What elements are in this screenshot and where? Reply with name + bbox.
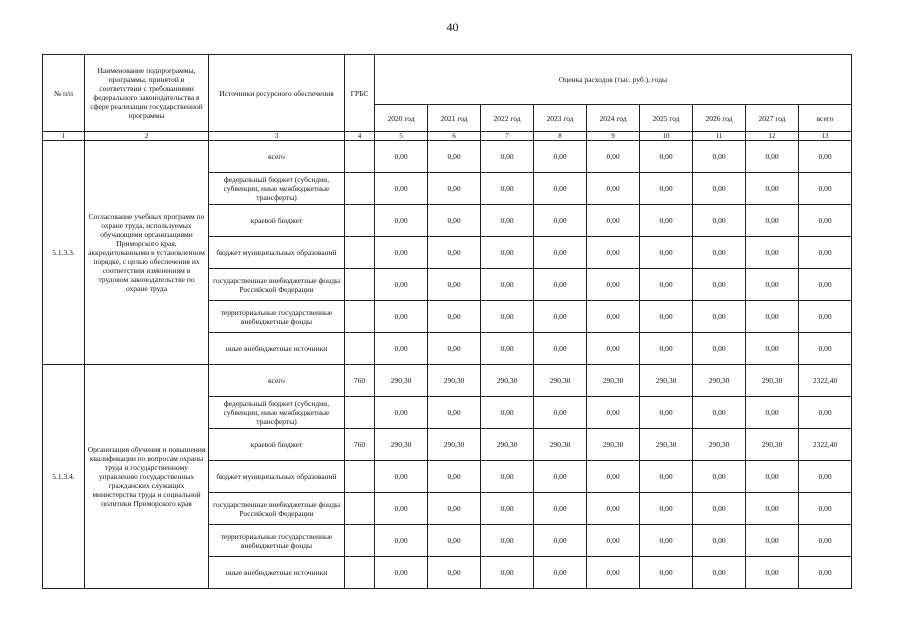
year-value: 0,00 <box>534 557 587 589</box>
year-value: 0,00 <box>640 461 693 493</box>
year-value: 0,00 <box>587 173 640 205</box>
column-index: 8 <box>534 132 587 141</box>
measure-code: 5.1.3.4. <box>43 365 85 589</box>
year-value: 0,00 <box>428 269 481 301</box>
year-value: 290,30 <box>428 365 481 397</box>
year-value: 0,00 <box>587 333 640 365</box>
grbs-code <box>345 525 375 557</box>
grbs-code: 760 <box>345 365 375 397</box>
table-row <box>43 365 852 397</box>
year-value: 0,00 <box>481 525 534 557</box>
header-estimate: Оценка расходов (тыс. руб.), годы <box>375 55 852 105</box>
year-value: 0,00 <box>693 301 746 333</box>
year-value: 0,00 <box>481 461 534 493</box>
total-value: 0,00 <box>799 525 852 557</box>
year-value: 290,30 <box>746 429 799 461</box>
grbs-code <box>345 205 375 237</box>
year-value: 0,00 <box>640 205 693 237</box>
year-value: 0,00 <box>375 173 428 205</box>
grbs-code <box>345 269 375 301</box>
year-value: 0,00 <box>640 493 693 525</box>
column-index: 13 <box>799 132 852 141</box>
year-value: 0,00 <box>375 301 428 333</box>
grbs-code <box>345 173 375 205</box>
year-value: 0,00 <box>375 525 428 557</box>
year-value: 0,00 <box>587 237 640 269</box>
year-value: 0,00 <box>534 525 587 557</box>
year-value: 0,00 <box>534 141 587 173</box>
year-value: 0,00 <box>693 237 746 269</box>
column-index: 7 <box>481 132 534 141</box>
year-value: 0,00 <box>693 493 746 525</box>
funding-source: краевой бюджет <box>209 205 345 237</box>
year-value: 0,00 <box>481 557 534 589</box>
grbs-code <box>345 557 375 589</box>
year-value: 0,00 <box>481 237 534 269</box>
funding-source: государственные внебюджетные фонды Российской Федерации <box>209 269 345 301</box>
year-value: 290,30 <box>481 365 534 397</box>
grbs-code <box>345 493 375 525</box>
year-value: 0,00 <box>428 301 481 333</box>
year-value: 0,00 <box>481 397 534 429</box>
measure-block <box>43 141 852 365</box>
year-value: 0,00 <box>746 237 799 269</box>
year-value: 290,30 <box>640 429 693 461</box>
total-value: 0,00 <box>799 173 852 205</box>
header-name: Наименование подпрограммы, программы, принятой в соответствии с требованиями федерального законодательства в сфере реализации государственной программы <box>85 55 209 132</box>
year-value: 0,00 <box>375 237 428 269</box>
year-value: 0,00 <box>587 525 640 557</box>
funding-source: бюджет муниципальных образований <box>209 237 345 269</box>
header-year: 2020 год <box>375 105 428 132</box>
grbs-code <box>345 333 375 365</box>
year-value: 0,00 <box>428 525 481 557</box>
header-year: 2023 год <box>534 105 587 132</box>
total-value: 0,00 <box>799 397 852 429</box>
year-value: 0,00 <box>534 237 587 269</box>
grbs-code <box>345 301 375 333</box>
funding-source: федеральный бюджет (субсидии, субвенции, иные межбюджетные трансферты) <box>209 173 345 205</box>
year-value: 0,00 <box>587 269 640 301</box>
year-value: 0,00 <box>640 173 693 205</box>
year-value: 290,30 <box>640 365 693 397</box>
year-value: 0,00 <box>693 397 746 429</box>
page-number: 40 <box>446 20 459 34</box>
year-value: 0,00 <box>534 301 587 333</box>
year-value: 290,30 <box>534 429 587 461</box>
year-value: 0,00 <box>640 525 693 557</box>
year-value: 0,00 <box>693 173 746 205</box>
measure-block <box>43 365 852 589</box>
year-value: 0,00 <box>746 557 799 589</box>
year-value: 290,30 <box>428 429 481 461</box>
column-index: 3 <box>209 132 345 141</box>
year-value: 290,30 <box>534 365 587 397</box>
year-value: 0,00 <box>640 301 693 333</box>
year-value: 290,30 <box>481 429 534 461</box>
column-index: 5 <box>375 132 428 141</box>
header-year: 2024 год <box>587 105 640 132</box>
header-grbs: ГРБС <box>345 55 375 132</box>
header-year: 2026 год <box>693 105 746 132</box>
funding-source: иные внебюджетные источники <box>209 557 345 589</box>
column-index: 10 <box>640 132 693 141</box>
funding-source: краевой бюджет <box>209 429 345 461</box>
year-value: 0,00 <box>534 269 587 301</box>
year-value: 0,00 <box>375 333 428 365</box>
year-value: 0,00 <box>534 173 587 205</box>
measure-description: Согласование учебных программ по охране труда, используемых обучающими организациями Приморского края, аккредитованными в установленном порядке, с целью обеспечения их соответствия изменениям в трудовом законодательстве по охране труда <box>85 141 209 365</box>
year-value: 0,00 <box>746 141 799 173</box>
year-value: 0,00 <box>587 397 640 429</box>
funding-source: всего <box>209 365 345 397</box>
column-index: 1 <box>43 132 85 141</box>
year-value: 0,00 <box>693 525 746 557</box>
year-value: 0,00 <box>640 333 693 365</box>
year-value: 0,00 <box>428 397 481 429</box>
funding-source: территориальные государственные внебюджетные фонды <box>209 525 345 557</box>
column-index: 12 <box>746 132 799 141</box>
year-value: 0,00 <box>534 493 587 525</box>
grbs-code <box>345 141 375 173</box>
year-value: 0,00 <box>375 269 428 301</box>
year-value: 0,00 <box>481 141 534 173</box>
total-value: 0,00 <box>799 141 852 173</box>
year-value: 0,00 <box>481 493 534 525</box>
year-value: 0,00 <box>481 269 534 301</box>
column-index: 11 <box>693 132 746 141</box>
year-value: 0,00 <box>375 141 428 173</box>
funding-source: территориальные государственные внебюджетные фонды <box>209 301 345 333</box>
year-value: 0,00 <box>746 173 799 205</box>
year-value: 0,00 <box>693 205 746 237</box>
year-value: 0,00 <box>640 269 693 301</box>
year-value: 0,00 <box>534 397 587 429</box>
grbs-code <box>345 397 375 429</box>
year-value: 0,00 <box>587 557 640 589</box>
year-value: 0,00 <box>746 205 799 237</box>
year-value: 0,00 <box>587 493 640 525</box>
year-value: 0,00 <box>746 397 799 429</box>
year-value: 0,00 <box>640 237 693 269</box>
measure-description: Организация обучения и повышения квалификации по вопросам охраны труда и государственному управлению государственных гражданских служащих министерства труда и социальной политики Приморского края <box>85 365 209 589</box>
year-value: 0,00 <box>746 333 799 365</box>
header-year: 2025 год <box>640 105 693 132</box>
year-value: 0,00 <box>693 557 746 589</box>
year-value: 0,00 <box>481 173 534 205</box>
year-value: 0,00 <box>693 269 746 301</box>
column-index: 6 <box>428 132 481 141</box>
funding-source: государственные внебюджетные фонды Российской Федерации <box>209 493 345 525</box>
year-value: 0,00 <box>428 333 481 365</box>
total-value: 0,00 <box>799 237 852 269</box>
funding-source: всего <box>209 141 345 173</box>
year-value: 0,00 <box>428 557 481 589</box>
year-value: 0,00 <box>587 301 640 333</box>
year-value: 0,00 <box>693 141 746 173</box>
year-value: 0,00 <box>534 205 587 237</box>
year-value: 0,00 <box>428 493 481 525</box>
total-value: 2322,40 <box>799 365 852 397</box>
year-value: 0,00 <box>375 493 428 525</box>
year-value: 0,00 <box>640 397 693 429</box>
year-value: 0,00 <box>375 557 428 589</box>
grbs-code: 760 <box>345 429 375 461</box>
year-value: 0,00 <box>746 461 799 493</box>
funding-source: иные внебюджетные источники <box>209 333 345 365</box>
year-value: 0,00 <box>534 461 587 493</box>
total-value: 0,00 <box>799 333 852 365</box>
header-num: № п/п <box>43 55 85 132</box>
year-value: 290,30 <box>746 365 799 397</box>
funding-source: федеральный бюджет (субсидии, субвенции, иные межбюджетные трансферты) <box>209 397 345 429</box>
year-value: 0,00 <box>587 141 640 173</box>
total-value: 0,00 <box>799 301 852 333</box>
year-value: 0,00 <box>640 557 693 589</box>
year-value: 0,00 <box>428 205 481 237</box>
year-value: 0,00 <box>428 237 481 269</box>
year-value: 0,00 <box>587 461 640 493</box>
year-value: 0,00 <box>746 525 799 557</box>
grbs-code <box>345 461 375 493</box>
year-value: 0,00 <box>693 333 746 365</box>
budget-table <box>42 54 852 589</box>
total-value: 0,00 <box>799 269 852 301</box>
year-value: 0,00 <box>746 493 799 525</box>
grbs-code <box>345 237 375 269</box>
year-value: 290,30 <box>693 365 746 397</box>
total-value: 0,00 <box>799 557 852 589</box>
total-value: 2322,40 <box>799 429 852 461</box>
column-index: 2 <box>85 132 209 141</box>
year-value: 0,00 <box>375 205 428 237</box>
year-value: 0,00 <box>481 301 534 333</box>
total-value: 0,00 <box>799 461 852 493</box>
measure-code: 5.1.3.3. <box>43 141 85 365</box>
year-value: 0,00 <box>481 333 534 365</box>
header-year: 2022 год <box>481 105 534 132</box>
year-value: 290,30 <box>587 429 640 461</box>
year-value: 0,00 <box>428 141 481 173</box>
year-value: 0,00 <box>693 461 746 493</box>
column-index: 9 <box>587 132 640 141</box>
total-value: 0,00 <box>799 493 852 525</box>
year-value: 0,00 <box>534 333 587 365</box>
header-year: 2027 год <box>746 105 799 132</box>
header-sources: Источники ресурсного обеспечения <box>209 55 345 132</box>
year-value: 0,00 <box>481 205 534 237</box>
year-value: 0,00 <box>375 397 428 429</box>
year-value: 0,00 <box>428 461 481 493</box>
column-index: 4 <box>345 132 375 141</box>
year-value: 290,30 <box>693 429 746 461</box>
year-value: 0,00 <box>746 301 799 333</box>
year-value: 0,00 <box>587 205 640 237</box>
funding-source: бюджет муниципальных образований <box>209 461 345 493</box>
year-value: 0,00 <box>375 461 428 493</box>
year-value: 0,00 <box>428 173 481 205</box>
year-value: 0,00 <box>746 269 799 301</box>
year-value: 0,00 <box>640 141 693 173</box>
header-total: всего <box>799 105 852 132</box>
total-value: 0,00 <box>799 205 852 237</box>
year-value: 290,30 <box>375 365 428 397</box>
table-row <box>43 141 852 173</box>
header-year: 2021 год <box>428 105 481 132</box>
year-value: 290,30 <box>587 365 640 397</box>
year-value: 290,30 <box>375 429 428 461</box>
